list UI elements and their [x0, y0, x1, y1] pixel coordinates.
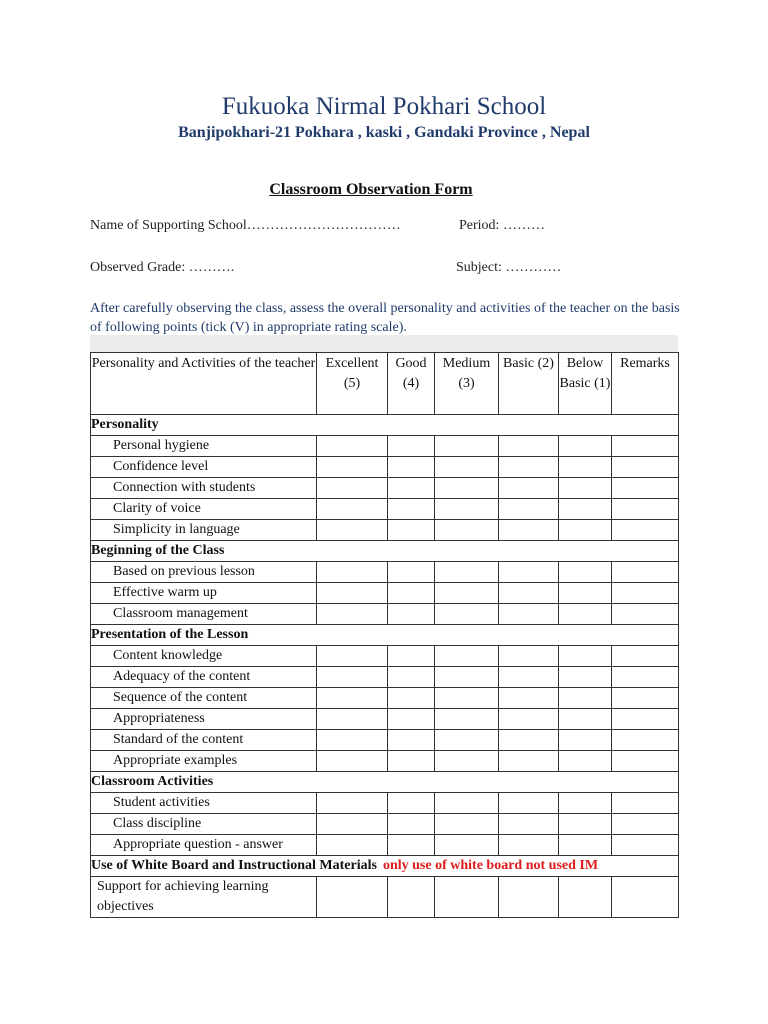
table-row — [91, 688, 679, 709]
criteria-cell: Student activities — [91, 793, 317, 814]
section-title: Personality — [91, 415, 679, 436]
rating-cell-excellent[interactable] — [317, 667, 388, 688]
remarks-cell[interactable] — [612, 667, 679, 688]
table-row — [91, 730, 679, 751]
rating-cell-below-basic[interactable] — [559, 877, 612, 918]
rating-cell-good[interactable] — [388, 877, 435, 918]
remarks-cell[interactable] — [612, 688, 679, 709]
section-title-text: Use of White Board and Instructional Materials — [91, 858, 377, 873]
rating-cell-basic[interactable] — [499, 751, 559, 772]
header-excellent: Excellent (5) — [317, 353, 388, 415]
rating-cell-medium[interactable] — [435, 835, 499, 856]
table-row — [91, 520, 679, 541]
rating-cell-below-basic[interactable] — [559, 604, 612, 625]
rating-cell-good[interactable] — [388, 604, 435, 625]
criteria-cell: Support for achieving learning objectives — [91, 877, 317, 918]
section-row — [91, 541, 679, 562]
observation-table — [90, 352, 679, 918]
remarks-cell[interactable] — [612, 478, 679, 499]
remarks-cell[interactable] — [612, 436, 679, 457]
rating-cell-medium[interactable] — [435, 457, 499, 478]
section-row — [91, 772, 679, 793]
rating-cell-basic[interactable] — [499, 646, 559, 667]
remarks-cell[interactable] — [612, 604, 679, 625]
rating-cell-below-basic[interactable] — [559, 583, 612, 604]
period-field: Period: ……… — [459, 218, 545, 233]
school-address: Banjipokhari-21 Pokhara , kaski , Gandaki Province , Nepal — [178, 124, 590, 141]
rating-cell-below-basic[interactable] — [559, 457, 612, 478]
form-title: Classroom Observation Form — [269, 181, 473, 198]
rating-cell-medium[interactable] — [435, 877, 499, 918]
rating-cell-basic[interactable] — [499, 436, 559, 457]
rating-cell-basic[interactable] — [499, 877, 559, 918]
rating-cell-good[interactable] — [388, 457, 435, 478]
remarks-cell[interactable] — [612, 877, 679, 918]
table-row — [91, 604, 679, 625]
table-header-row — [91, 353, 679, 415]
rating-cell-excellent[interactable] — [317, 709, 388, 730]
rating-cell-medium[interactable] — [435, 478, 499, 499]
rating-cell-excellent[interactable] — [317, 646, 388, 667]
rating-cell-medium[interactable] — [435, 709, 499, 730]
rating-cell-good[interactable] — [388, 835, 435, 856]
rating-cell-medium[interactable] — [435, 604, 499, 625]
shaded-band — [90, 335, 678, 352]
rating-cell-basic[interactable] — [499, 835, 559, 856]
rating-cell-below-basic[interactable] — [559, 751, 612, 772]
rating-cell-medium[interactable] — [435, 730, 499, 751]
remarks-cell[interactable] — [612, 730, 679, 751]
rating-cell-medium[interactable] — [435, 667, 499, 688]
rating-cell-below-basic[interactable] — [559, 814, 612, 835]
remarks-cell[interactable] — [612, 814, 679, 835]
criteria-cell: Simplicity in language — [91, 520, 317, 541]
table-row — [91, 877, 679, 918]
table-row — [91, 667, 679, 688]
rating-cell-excellent[interactable] — [317, 814, 388, 835]
rating-cell-medium[interactable] — [435, 814, 499, 835]
table-row — [91, 562, 679, 583]
table-row — [91, 709, 679, 730]
rating-cell-good[interactable] — [388, 709, 435, 730]
rating-cell-good[interactable] — [388, 814, 435, 835]
table-row — [91, 835, 679, 856]
criteria-cell: Adequacy of the content — [91, 667, 317, 688]
rating-cell-below-basic[interactable] — [559, 730, 612, 751]
criteria-cell: Appropriateness — [91, 709, 317, 730]
criteria-cell: Content knowledge — [91, 646, 317, 667]
rating-cell-excellent[interactable] — [317, 751, 388, 772]
section-title: Classroom Activities — [91, 772, 679, 793]
criteria-cell: Effective warm up — [91, 583, 317, 604]
rating-cell-below-basic[interactable] — [559, 835, 612, 856]
rating-cell-below-basic[interactable] — [559, 793, 612, 814]
table-row — [91, 478, 679, 499]
remarks-cell[interactable] — [612, 499, 679, 520]
rating-cell-medium[interactable] — [435, 583, 499, 604]
rating-cell-basic[interactable] — [499, 709, 559, 730]
rating-cell-excellent[interactable] — [317, 478, 388, 499]
instructions: After carefully observing the class, assess the overall personality and activities of the teacher on the basis of following points (tick (V) in appropriate rating scale). — [90, 301, 680, 335]
rating-cell-good[interactable] — [388, 520, 435, 541]
criteria-cell: Confidence level — [91, 457, 317, 478]
rating-cell-good[interactable] — [388, 793, 435, 814]
criteria-cell: Connection with students — [91, 478, 317, 499]
subject-field: Subject: ………… — [456, 260, 562, 275]
rating-cell-good[interactable] — [388, 667, 435, 688]
table-row — [91, 583, 679, 604]
header-basic: Basic (2) — [499, 353, 559, 415]
rating-cell-below-basic[interactable] — [559, 562, 612, 583]
remarks-cell[interactable] — [612, 520, 679, 541]
criteria-cell: Based on previous lesson — [91, 562, 317, 583]
table-row — [91, 814, 679, 835]
rating-cell-below-basic[interactable] — [559, 667, 612, 688]
rating-cell-basic[interactable] — [499, 583, 559, 604]
rating-cell-below-basic[interactable] — [559, 499, 612, 520]
rating-cell-excellent[interactable] — [317, 499, 388, 520]
header-good: Good (4) — [388, 353, 435, 415]
rating-cell-medium[interactable] — [435, 688, 499, 709]
remarks-cell[interactable] — [612, 646, 679, 667]
rating-cell-good[interactable] — [388, 562, 435, 583]
section-title: Beginning of the Class — [91, 541, 679, 562]
table-body — [91, 415, 679, 856]
rating-cell-excellent[interactable] — [317, 688, 388, 709]
rating-cell-excellent[interactable] — [317, 457, 388, 478]
remarks-cell[interactable] — [612, 457, 679, 478]
rating-cell-basic[interactable] — [499, 457, 559, 478]
section-title — [91, 856, 679, 877]
rating-cell-basic[interactable] — [499, 499, 559, 520]
rating-cell-excellent[interactable] — [317, 793, 388, 814]
rating-cell-below-basic[interactable] — [559, 709, 612, 730]
remarks-cell[interactable] — [612, 583, 679, 604]
rating-cell-excellent[interactable] — [317, 877, 388, 918]
criteria-cell: Standard of the content — [91, 730, 317, 751]
rating-cell-good[interactable] — [388, 646, 435, 667]
rating-cell-basic[interactable] — [499, 667, 559, 688]
header-criteria: Personality and Activities of the teacher — [91, 353, 317, 415]
rating-cell-excellent[interactable] — [317, 835, 388, 856]
remarks-cell[interactable] — [612, 835, 679, 856]
rating-cell-below-basic[interactable] — [559, 436, 612, 457]
supporting-school-field: Name of Supporting School…………………………… — [90, 218, 401, 233]
rating-cell-excellent[interactable] — [317, 730, 388, 751]
section-row — [91, 415, 679, 436]
rating-cell-basic[interactable] — [499, 520, 559, 541]
rating-cell-good[interactable] — [388, 751, 435, 772]
header-below-basic: Below Basic (1) — [559, 353, 612, 415]
rating-cell-basic[interactable] — [499, 562, 559, 583]
observed-grade-field: Observed Grade: ………. — [90, 260, 235, 275]
rating-cell-below-basic[interactable] — [559, 688, 612, 709]
rating-cell-below-basic[interactable] — [559, 520, 612, 541]
rating-cell-good[interactable] — [388, 583, 435, 604]
rating-cell-medium[interactable] — [435, 562, 499, 583]
rating-cell-below-basic[interactable] — [559, 478, 612, 499]
table-row — [91, 499, 679, 520]
criteria-cell: Sequence of the content — [91, 688, 317, 709]
header-remarks: Remarks — [612, 353, 679, 415]
rating-cell-basic[interactable] — [499, 604, 559, 625]
table-row — [91, 751, 679, 772]
remarks-cell[interactable] — [612, 793, 679, 814]
rating-cell-excellent[interactable] — [317, 604, 388, 625]
rating-cell-basic[interactable] — [499, 478, 559, 499]
rating-cell-below-basic[interactable] — [559, 646, 612, 667]
rating-cell-medium[interactable] — [435, 499, 499, 520]
table-row — [91, 457, 679, 478]
rating-cell-good[interactable] — [388, 499, 435, 520]
rating-cell-medium[interactable] — [435, 751, 499, 772]
criteria-cell: Appropriate question - answer — [91, 835, 317, 856]
rating-cell-good[interactable] — [388, 730, 435, 751]
rating-cell-medium[interactable] — [435, 646, 499, 667]
table-row — [91, 646, 679, 667]
rating-cell-basic[interactable] — [499, 814, 559, 835]
table-row — [91, 793, 679, 814]
rating-cell-excellent[interactable] — [317, 520, 388, 541]
rating-cell-excellent[interactable] — [317, 562, 388, 583]
remarks-cell[interactable] — [612, 562, 679, 583]
criteria-cell: Personal hygiene — [91, 436, 317, 457]
criteria-cell: Clarity of voice — [91, 499, 317, 520]
rating-cell-basic[interactable] — [499, 688, 559, 709]
rating-cell-excellent[interactable] — [317, 583, 388, 604]
rating-cell-medium[interactable] — [435, 520, 499, 541]
criteria-cell: Class discipline — [91, 814, 317, 835]
header-medium: Medium (3) — [435, 353, 499, 415]
section-row — [91, 856, 679, 877]
rating-cell-good[interactable] — [388, 436, 435, 457]
criteria-cell: Classroom management — [91, 604, 317, 625]
section-note: only use of white board not used IM — [382, 858, 599, 873]
rating-cell-good[interactable] — [388, 478, 435, 499]
school-name: Fukuoka Nirmal Pokhari School — [221, 93, 547, 120]
table-row — [91, 436, 679, 457]
rating-cell-basic[interactable] — [499, 793, 559, 814]
remarks-cell[interactable] — [612, 709, 679, 730]
rating-cell-excellent[interactable] — [317, 436, 388, 457]
rating-cell-medium[interactable] — [435, 793, 499, 814]
section-title: Presentation of the Lesson — [91, 625, 679, 646]
criteria-cell: Appropriate examples — [91, 751, 317, 772]
rating-cell-basic[interactable] — [499, 730, 559, 751]
rating-cell-medium[interactable] — [435, 436, 499, 457]
remarks-cell[interactable] — [612, 751, 679, 772]
section-row — [91, 625, 679, 646]
rating-cell-good[interactable] — [388, 688, 435, 709]
